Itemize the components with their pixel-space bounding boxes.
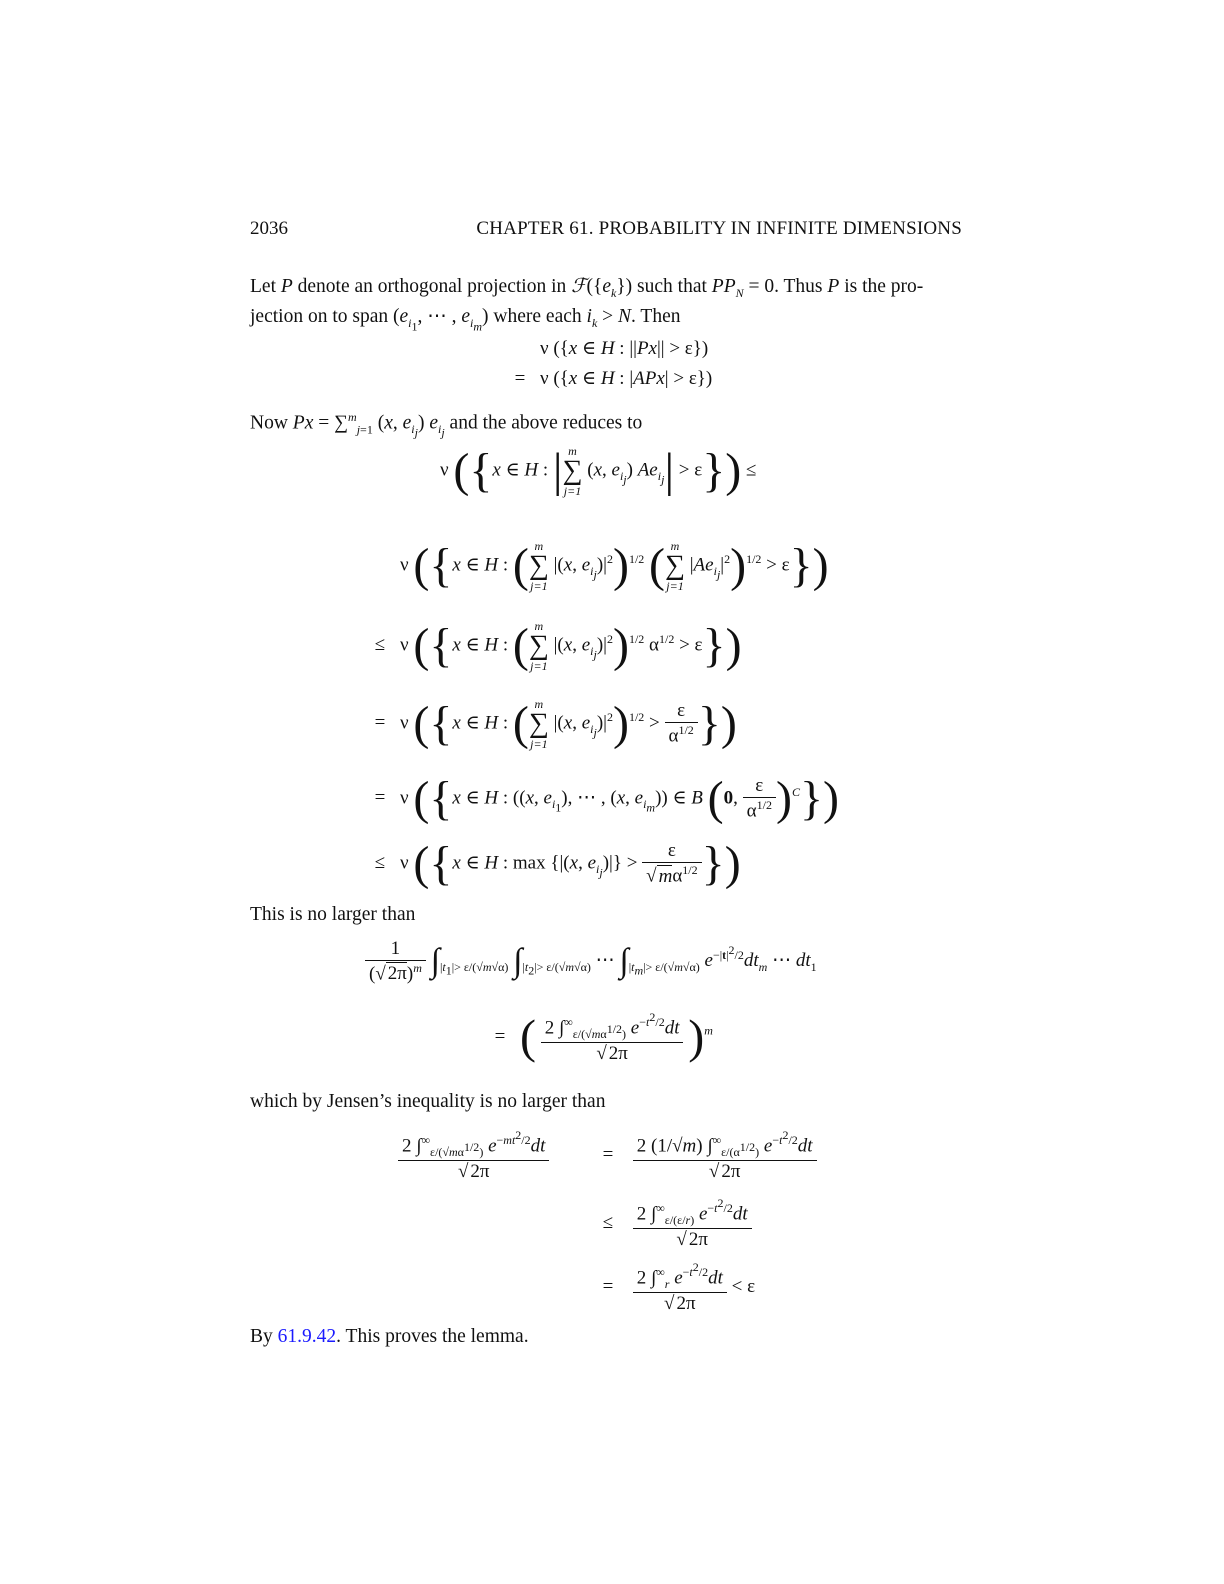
- text-fragment: Let: [250, 276, 276, 297]
- paragraph-no-larger: [250, 903, 962, 927]
- equation-chain-2: ≤ ν ({x ∈ H : ( m ∑ j=1 |(x, $e_{i_j})|^2)^{1/2}$ $\alpha^{1/2} > \varepsilon$}): [374, 619, 742, 673]
- equation-jensen-2: ≤ $\frac{2 \int^\infty_{\varepsilon/(\varepsilon/r)} e^{-t^2/2}dt}{√ 2\pi}$: [588, 1196, 752, 1251]
- equation-integral: $\frac{1}{(√ 2\pi)^m}$ $\int_{|t_1|> \varepsilon/(√m√\alpha)}$ $\int_{|t_2|> \varepsilon/(√m√\alpha)}$ ⋯ $\int_{|t_m|> \varepsilon/(√m√\alpha)}$ $e^{-|t|^2/2}dt_m$ ⋯ $dt_1$: [365, 938, 817, 985]
- equation-jensen-lhs: $\frac{2 \int^\infty_{\varepsilon/(√m\alpha^{1/2})} e^{-mt^2/2}dt}{√ 2\pi}$: [398, 1128, 549, 1183]
- text-fragment: . Thus: [774, 276, 823, 297]
- equation-jensen-1: = $\frac{2 (1/√m) \int^\infty_{\varepsilon/(\alpha^{1/2})} e^{-t^2/2}dt}{√ 2\pi}$: [588, 1128, 817, 1183]
- equation-sum-bound: ν ({x ∈ H : | m ∑ j=1 (x, $e_{i_j}$) $Ae_{i_j}| > \varepsilon$}) ≤: [440, 444, 757, 498]
- equation-chain-3: = ν ({x ∈ H : ( m ∑ j=1 |(x, $e_{i_j})|^2)^{1/2}$ > $\frac{\varepsilon}{\alpha^{1/2}}$ }): [374, 697, 737, 751]
- paragraph-jensen: [250, 1090, 962, 1114]
- text-fragment: . Then: [631, 305, 681, 327]
- text-fragment: This is no larger than: [250, 904, 416, 925]
- text-fragment: Now: [250, 412, 288, 434]
- text-fragment: such that: [637, 276, 707, 297]
- page-number: 2036: [250, 218, 288, 239]
- text-fragment: . This proves the lemma.: [336, 1326, 529, 1347]
- text-fragment: which by Jensen’s inequality is no larger than: [250, 1091, 606, 1112]
- running-title: CHAPTER 61. PROBABILITY IN INFINITE DIMENSIONS: [476, 218, 962, 239]
- equation-chain-1: ν ({x ∈ H : ( m ∑ j=1 |(x, $e_{i_j})|^2)^{1/2}$ ( m ∑ j=1 $|Ae_{i_j}|^2)^{1/2} > \varepsilon$}): [400, 539, 829, 593]
- equation-chain-4: = ν ({x ∈ H : ((x, $e_{i_1}$), ⋯ , (x, $e_{i_m}$)) ∈ B (0, $\frac{\varepsilon}{\alpha^{1/2}}$ )$^C$}): [374, 772, 839, 825]
- text-fragment: where each: [493, 305, 582, 327]
- equation-jensen-3: = $\frac{2 \int^\infty_r e^{-t^2/2}dt}{√ 2\pi}$ < ε: [602, 1260, 756, 1315]
- paragraph-now: Now Px = ∑$^m_{j=1}$ (x, $e_{i_j}$) $e_{i_j}$ and the above reduces to: [250, 410, 643, 440]
- equation-integral-2: = ( $\frac{2 \int^\infty_{\varepsilon/(√m\alpha^{1/2})} e^{-t^2/2}dt}{√ 2\pi}$ )$^m$: [494, 1010, 713, 1065]
- equation-norm: ν ({x ∈ H : ||Px|| > ε}): [540, 338, 709, 359]
- text-fragment: jection on to span: [250, 305, 389, 327]
- equation-reference-link[interactable]: 61.9.42: [277, 1326, 337, 1347]
- text-fragment: By: [250, 1326, 273, 1347]
- equation-chain-5: ≤ ν ({x ∈ H : max {|(x, $e_{i_j})|$} > $\frac{\varepsilon}{√ m\alpha^{1/2}}$ }): [374, 837, 741, 890]
- paragraph-intro: Let P denote an orthogonal projection in $ℱ(\{e_k\})$ such that $PP_N = 0$. Thus P is the pro- jection on to span ($e_{i_1}$, ⋯ , $e_{i_m}$) where each $i_k > N$. Then: [250, 276, 924, 334]
- text-fragment: and the above reduces to: [449, 412, 643, 434]
- text-fragment: is the pro-: [844, 276, 924, 297]
- text-fragment: denote an orthogonal projection in: [297, 276, 567, 297]
- paragraph-conclusion: [250, 1325, 962, 1349]
- equation-norm-2: = ν ({x ∈ H : |APx| > ε}): [514, 368, 713, 389]
